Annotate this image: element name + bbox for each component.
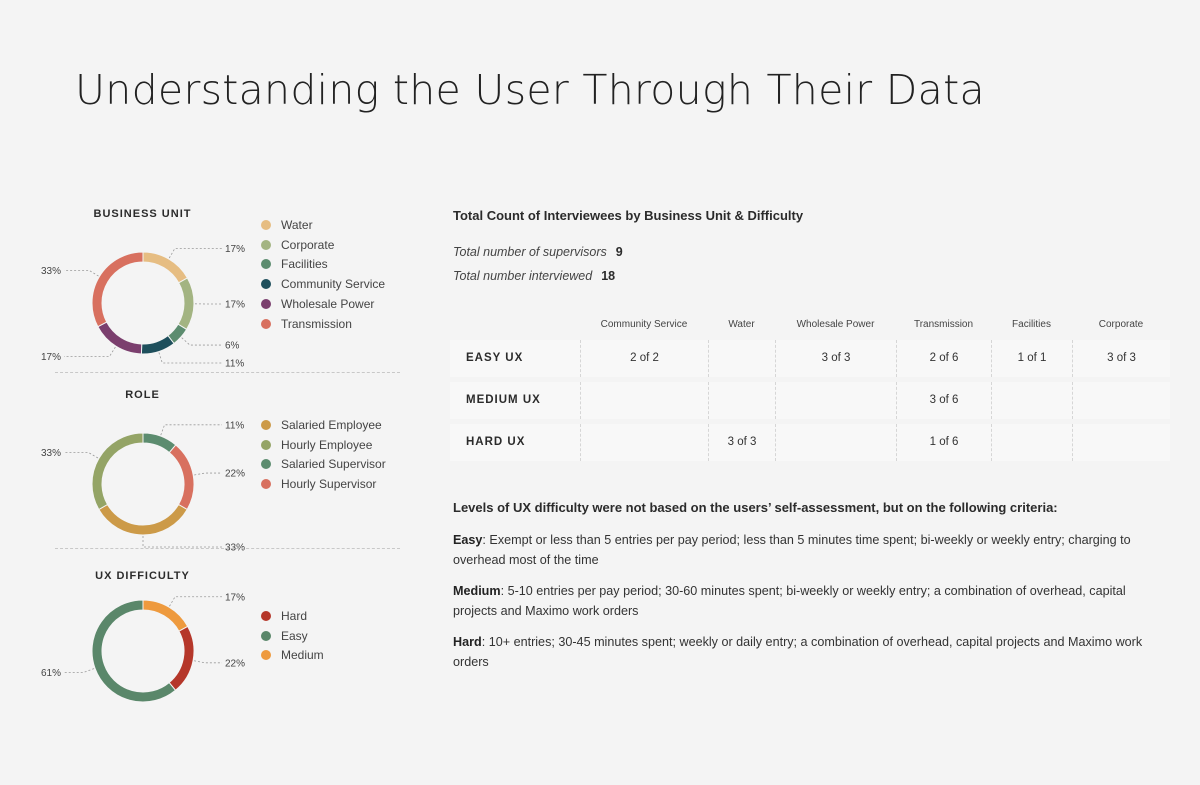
row-label: EASY UX <box>466 352 524 364</box>
role-chart <box>40 389 400 564</box>
business-unit-title: BUSINESS UNIT <box>93 208 192 220</box>
column-header-facilities: Facilities <box>1012 319 1051 330</box>
slice-label: 6% <box>225 340 240 352</box>
slice-hard <box>169 626 194 690</box>
criteria-heading: Levels of UX difficulty were not based on the users’ self-assessment, but on the following criteria: <box>453 500 1058 515</box>
table-cell <box>580 382 708 419</box>
criteria-term: Medium <box>453 584 501 598</box>
leader-line <box>64 270 99 276</box>
legend-item-salaried-supervisor <box>261 455 386 475</box>
stat-value: 18 <box>601 269 616 283</box>
table-cell: 3 of 6 <box>896 382 991 419</box>
legend-swatch <box>261 279 271 289</box>
table-cell: 1 of 1 <box>991 340 1072 377</box>
role-title: ROLE <box>125 389 160 401</box>
legend-item-easy <box>261 626 324 646</box>
stat-label: Total number of supervisors <box>453 245 607 259</box>
column-header-wholesale-power: Wholesale Power <box>796 319 875 330</box>
legend-label: Easy <box>281 628 308 643</box>
ux-difficulty-title: UX DIFFICULTY <box>95 570 190 582</box>
business-unit-chart <box>40 208 400 383</box>
legend-item-water <box>261 215 385 235</box>
ux-difficulty-chart <box>40 570 400 745</box>
table-header <box>450 310 1170 340</box>
leader-line <box>194 661 222 663</box>
legend-swatch <box>261 240 271 250</box>
legend-label: Hourly Employee <box>281 437 373 452</box>
legend-item-hourly-supervisor <box>261 474 386 494</box>
legend-label: Salaried Employee <box>281 417 382 432</box>
leader-line <box>143 536 222 547</box>
legend-label: Hourly Supervisor <box>281 477 377 492</box>
slice-label: 17% <box>225 299 246 311</box>
slice-label: 33% <box>225 542 246 554</box>
leader-line <box>194 473 222 475</box>
leader-line <box>64 669 94 673</box>
legend-item-medium <box>261 646 324 666</box>
legend-swatch <box>261 611 271 621</box>
leader-line <box>64 347 115 356</box>
legend-swatch <box>261 631 271 641</box>
slice-label: 11% <box>225 420 245 432</box>
section-divider <box>55 372 400 373</box>
slice-corporate <box>178 278 194 329</box>
slice-label: 17% <box>225 592 246 604</box>
table-cell <box>991 382 1072 419</box>
legend-swatch <box>261 420 271 430</box>
legend-swatch <box>261 259 271 269</box>
criteria-text: : 5-10 entries per pay period; 30-60 minutes spent; bi-weekly or weekly entry; a combination of overhead, capital projects and Maximo work orders <box>453 584 1126 618</box>
legend-item-corporate <box>261 235 385 255</box>
slice-hourly-supervisor <box>169 445 194 510</box>
criteria-text: : Exempt or less than 5 entries per pay period; less than 5 minutes time spent; bi-weekly or weekly entry; charging to overhead most of the time <box>453 533 1131 567</box>
slice-label: 33% <box>40 448 61 459</box>
table-cell <box>708 382 775 419</box>
interviewee-table <box>450 310 1170 466</box>
slice-label: 17% <box>40 351 61 363</box>
table-cell: 3 of 3 <box>708 424 775 461</box>
difficulty-criteria <box>453 500 1153 683</box>
criteria-text: : 10+ entries; 30-45 minutes spent; weekly or daily entry; a combination of overhead, capital projects and Maximo work orders <box>453 635 1143 669</box>
column-header-transmission: Transmission <box>913 319 974 330</box>
slice-salaried-supervisor <box>143 433 176 453</box>
legend-label: Community Service <box>281 277 386 292</box>
slice-water <box>143 252 187 283</box>
legend-swatch <box>261 319 271 329</box>
slice-medium <box>143 600 188 631</box>
leader-line <box>169 597 222 606</box>
table-cell <box>991 424 1072 461</box>
criteria-easy <box>453 530 1153 570</box>
slice-label: 61% <box>40 667 61 679</box>
table-cell <box>1072 382 1170 419</box>
page-title: Understanding the User Through Their Data <box>75 66 985 114</box>
table-cell: 2 of 6 <box>896 340 991 377</box>
table-cell: 3 of 3 <box>1072 340 1170 377</box>
stat-value: 9 <box>615 245 623 259</box>
legend-label: Hard <box>281 608 308 623</box>
role-donut <box>40 397 255 567</box>
leader-line <box>159 353 222 363</box>
slice-transmission <box>92 252 143 327</box>
legend-swatch <box>261 479 271 489</box>
slice-label: 22% <box>225 468 246 480</box>
criteria-term: Easy <box>453 533 483 547</box>
legend-label: Medium <box>281 648 324 663</box>
table-row <box>450 424 1170 461</box>
criteria-term: Hard <box>453 635 482 649</box>
legend-item-facilities <box>261 255 385 275</box>
business-unit-donut <box>40 216 255 386</box>
legend-item-transmission <box>261 314 385 334</box>
slice-label: 33% <box>40 265 61 277</box>
legend-item-wholesale-power <box>261 294 385 314</box>
column-header-corporate: Corporate <box>1098 319 1144 330</box>
legend-item-salaried-employee <box>261 415 386 435</box>
legend-label: Corporate <box>281 237 335 252</box>
supervisors-stat <box>453 245 623 259</box>
legend-item-hard <box>261 606 324 626</box>
criteria-hard <box>453 632 1153 672</box>
leader-line <box>64 453 98 459</box>
table-cell: 1 of 6 <box>896 424 991 461</box>
role-legend <box>261 415 386 494</box>
table-cell: 2 of 2 <box>580 340 708 377</box>
table-cell <box>775 424 896 461</box>
legend-swatch <box>261 220 271 230</box>
section-divider <box>55 548 400 549</box>
table-cell <box>708 340 775 377</box>
column-header-water: Water <box>728 319 755 330</box>
slice-community-service <box>141 336 174 354</box>
leader-line <box>182 338 222 345</box>
column-header-community-service: Community Service <box>600 319 688 330</box>
criteria-medium <box>453 581 1153 621</box>
leader-line <box>169 249 222 258</box>
slice-wholesale-power <box>98 322 142 354</box>
legend-label: Salaried Supervisor <box>281 457 386 472</box>
slice-label: 22% <box>225 658 246 670</box>
row-label: MEDIUM UX <box>466 394 541 406</box>
slice-label: 11% <box>225 358 245 370</box>
row-label: HARD UX <box>466 436 526 448</box>
legend-label: Wholesale Power <box>281 297 375 312</box>
ux-difficulty-legend <box>261 606 324 665</box>
legend-label: Facilities <box>281 257 328 272</box>
table-cell <box>1072 424 1170 461</box>
table-row <box>450 340 1170 377</box>
table-cell <box>775 382 896 419</box>
legend-swatch <box>261 650 271 660</box>
legend-swatch <box>261 440 271 450</box>
interviewed-stat <box>453 269 615 283</box>
legend-swatch <box>261 299 271 309</box>
legend-label: Transmission <box>281 316 352 331</box>
table-row <box>450 382 1170 419</box>
slice-label: 17% <box>225 244 246 256</box>
slice-hourly-employee <box>92 433 143 510</box>
legend-item-community-service <box>261 274 385 294</box>
leader-line <box>161 425 222 435</box>
table-title: Total Count of Interviewees by Business Unit & Difficulty <box>453 208 804 223</box>
legend-label: Water <box>281 217 313 232</box>
business-unit-legend <box>261 215 385 334</box>
legend-swatch <box>261 459 271 469</box>
table-cell <box>580 424 708 461</box>
table-cell: 3 of 3 <box>775 340 896 377</box>
legend-item-hourly-employee <box>261 435 386 455</box>
stat-label: Total number interviewed <box>453 269 593 283</box>
slice-salaried-employee <box>99 505 187 536</box>
ux-difficulty-donut <box>40 578 255 748</box>
